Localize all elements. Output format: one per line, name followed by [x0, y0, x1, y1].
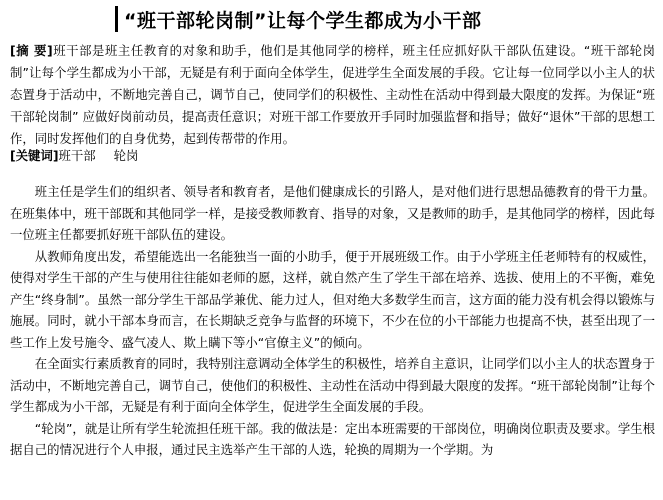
title-bar-decoration	[115, 6, 118, 32]
abstract-text: 班干部是班主任教育的对象和助手，他们是其他同学的榜样，班主任应抓好队干部队伍建设。“班干部轮岗制”让每个学生都成为小干部，无疑是有利于面向全体学生，促进学生全面发展的手段。它让每一位同学以小主人的状态置身于活动中，不断地完善自己，调节自己，使同学们的积极性、主动性在活动中得到最大限度的发挥。为保证“班干部轮岗制” 应做好岗前动员，提高责任意识；对班干部工作要放开手同时加强监督和指导；做好“退休”干部的思想工作，同时发挥他们的自身优势，起到传帮带的作用。	[10, 43, 656, 146]
article-title: “班干部轮岗制”让每个学生都成为小干部	[124, 9, 482, 32]
body-paragraph: “轮岗”，就是让所有学生轮流担任班干部。我的做法是：定出本班需要的干部岗位，明确岗位职责及要求。学生根据自己的情况进行个人申报，通过民主选举产生干部的人选，轮换的周期为一个学期。为	[10, 420, 655, 457]
keyword-item: 轮岗	[113, 148, 139, 163]
body-paragraph: 从教师角度出发，希望能选出一名能独当一面的小助手，便于开展班级工作。由于小学班主任老师特有的权威性，使得对学生干部的产生与使用往往能如老师的愿，这样，就自然产生了学生干部在培养、选拔、使用上的不平衡，难免产生“终身制”。虽然一部分学生干部品学兼优、能力过人，但对绝大多数学生而言，这方面的能力没有机会得以锻炼与施展。同时，就小干部本身而言，在长期缺乏竞争与监督的环境下，不少在位的小干部能力也提高不快，甚至出现了一些工作上发号施令、盛气凌人、欺上瞒下等小“官僚主义”的倾向。	[10, 248, 655, 350]
keyword-item: 班干部	[58, 148, 96, 163]
abstract-paragraph	[10, 40, 655, 150]
keywords-line	[10, 146, 655, 166]
article-body	[10, 181, 655, 461]
keywords-label: [关键词]	[10, 148, 59, 163]
title-block	[115, 2, 481, 36]
body-paragraph: 班主任是学生们的组织者、领导者和教育者，是他们健康成长的引路人，是对他们进行思想品德教育的骨干力量。在班集体中，班干部既和其他同学一样，是接受教师教育、指导的对象，又是教师的助手，是其他同学的榜样，因此每一位班主任都要抓好班干部队伍的建设。	[10, 184, 655, 242]
body-paragraph: 在全面实行素质教育的同时，我特别注意调动全体学生的积极性，培养自主意识，让同学们以小主人的状态置身于活动中，不断地完善自己，调节自己，使他们的积极性、主动性在活动中得到最大限度的发挥。“班干部轮岗制”让每个学生都成为小干部，无疑是有利于面向全体学生，促进学生全面发展的手段。	[10, 356, 655, 414]
abstract-label: [摘 要]	[10, 43, 53, 58]
